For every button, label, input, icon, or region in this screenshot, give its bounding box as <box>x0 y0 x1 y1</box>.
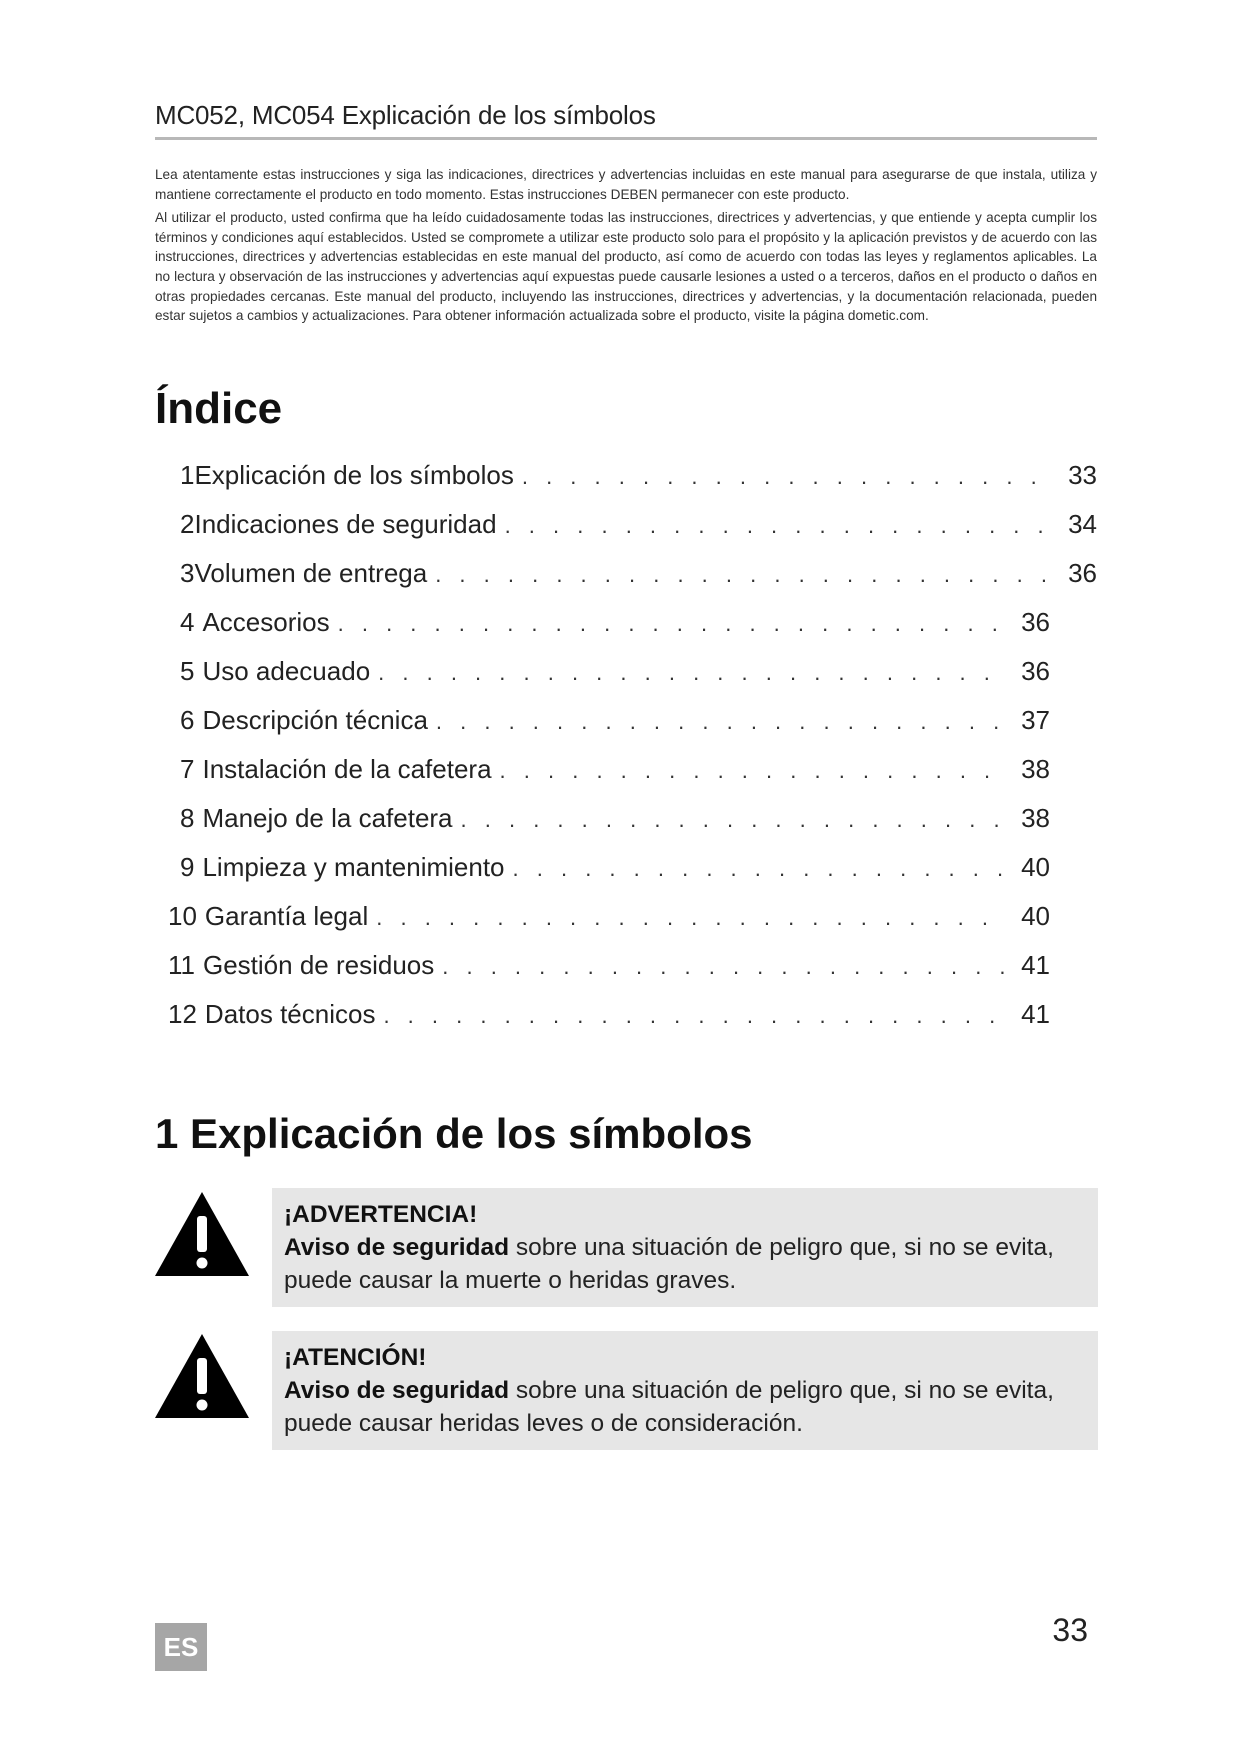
toc-entry-number: 7 <box>180 754 195 784</box>
toc-entry-number: 8 <box>180 803 195 833</box>
toc-entry-label: Accesorios <box>202 607 330 637</box>
toc-leader-dots <box>435 555 1053 593</box>
toc-entry[interactable] <box>160 749 1050 789</box>
toc-entry-page: 36 <box>1068 558 1097 588</box>
toc-entry-page: 33 <box>1068 460 1097 490</box>
page-header: MC052, MC054 Explicación de los símbolos <box>155 100 1097 140</box>
toc-entry-label: Limpieza y mantenimiento <box>202 852 505 882</box>
intro-paragraph-2: Al utilizar el producto, usted confirma que ha leído cuidadosamente todas las instrucciones, directrices y advertencias, y que entiende y acepta cumplir los términos y condiciones aquí establecidos. Usted se compromete a utilizar este producto solo para el propósito y la aplicación previstos y de acuerdo con las instrucciones, directrices y advertencias establecidas en este manual del producto, así como de acuerdo con todas las leyes y reglamentos aplicables. La no lectura y observación de las instrucciones y advertencias aquí expuestas puede causarle lesiones a usted o a terceros, daños en el producto o daños en otras propiedades cercanas. Este manual del producto, incluyendo las instrucciones, directrices y advertencias, y la documentación relacionada, pueden estar sujetos a cambios y actualizaciones. Para obtener información actualizada sobre el producto, visite la página dometic.com. <box>155 210 1097 324</box>
toc-leader-dots <box>461 800 1006 838</box>
toc-entry-page: 40 <box>1021 901 1050 931</box>
toc-entry[interactable] <box>160 553 1097 593</box>
toc-entry-label: Descripción técnica <box>202 705 428 735</box>
caution-callout <box>272 1331 1098 1450</box>
toc-leader-dots <box>378 653 1006 691</box>
toc-leader-dots <box>442 947 1006 985</box>
toc-entry-page: 34 <box>1068 509 1097 539</box>
toc-entry-page: 36 <box>1021 656 1050 686</box>
toc-leader-dots <box>522 457 1053 495</box>
toc-entry-number: 9 <box>180 852 195 882</box>
toc-entry-label: Datos técnicos <box>204 999 376 1029</box>
toc-leader-dots <box>505 506 1053 544</box>
toc-entry-label: Volumen de entrega <box>194 558 428 588</box>
toc-entry[interactable] <box>160 798 1050 838</box>
toc-leader-dots <box>436 702 1006 740</box>
caution-text: sobre una situación de peligro que, si no se evita, puede causar heridas leves o de consideración. <box>284 1377 1054 1437</box>
toc-entry-number: 3 <box>180 558 195 588</box>
toc-entry[interactable] <box>160 847 1050 887</box>
section-title: 1 Explicación de los símbolos <box>155 1110 753 1157</box>
toc-entry[interactable] <box>160 945 1050 985</box>
toc-entry[interactable] <box>160 651 1050 691</box>
warning-text: sobre una situación de peligro que, si no se evita, puede causar la muerte o heridas graves. <box>284 1234 1054 1294</box>
toc-entry-number: 2 <box>180 509 195 539</box>
toc-entry-label: Gestión de residuos <box>203 950 435 980</box>
warning-callout <box>272 1188 1098 1307</box>
toc-title: Índice <box>155 384 283 433</box>
warning-triangle-icon <box>153 1190 251 1278</box>
toc-leader-dots <box>376 898 1006 936</box>
toc-entry-page: 38 <box>1021 803 1050 833</box>
toc-entry[interactable] <box>160 504 1097 544</box>
toc-entry-label: Indicaciones de seguridad <box>194 509 497 539</box>
toc-entry[interactable] <box>160 602 1050 642</box>
toc-entry-number: 4 <box>180 607 195 637</box>
caution-triangle-icon <box>153 1332 251 1420</box>
caution-lead: Aviso de seguridad <box>284 1377 510 1404</box>
toc-entry[interactable] <box>160 455 1097 495</box>
toc-entry-number: 1 <box>180 460 195 490</box>
toc-entry-page: 41 <box>1021 999 1050 1029</box>
toc-entry-label: Instalación de la cafetera <box>202 754 492 784</box>
warning-lead: Aviso de seguridad <box>284 1234 510 1261</box>
toc-entry[interactable] <box>160 896 1050 936</box>
toc-entry-label: Uso adecuado <box>202 656 371 686</box>
toc-entry-number: 5 <box>180 656 195 686</box>
toc-entry-label: Garantía legal <box>204 901 369 931</box>
toc-entry-label: Explicación de los símbolos <box>194 460 514 490</box>
toc-entry[interactable] <box>160 700 1050 740</box>
language-badge: ES <box>155 1623 207 1671</box>
toc-leader-dots <box>513 849 1006 887</box>
toc-entry[interactable] <box>160 994 1050 1034</box>
warning-title: ¡ADVERTENCIA! <box>284 1201 478 1228</box>
toc-entry-number: 11 <box>168 950 195 980</box>
toc-entry-number: 6 <box>180 705 195 735</box>
toc-leader-dots <box>500 751 1006 789</box>
page-number: 33 <box>1052 1612 1088 1648</box>
toc-entry-number: 12 <box>168 999 197 1029</box>
toc-leader-dots <box>383 996 1006 1034</box>
toc-entry-number: 10 <box>168 901 197 931</box>
intro-paragraph-1: Lea atentamente estas instrucciones y siga las indicaciones, directrices y advertencias incluidas en este manual para asegurarse de que instala, utiliza y mantiene correctamente el producto en todo momento. Estas instrucciones DEBEN permanecer con este producto. <box>155 167 1097 202</box>
toc-entry-page: 40 <box>1021 852 1050 882</box>
toc-entry-page: 36 <box>1021 607 1050 637</box>
toc-entry-page: 41 <box>1021 950 1050 980</box>
caution-title: ¡ATENCIÓN! <box>284 1344 427 1371</box>
toc-entry-page: 37 <box>1021 705 1050 735</box>
toc-entry-page: 38 <box>1021 754 1050 784</box>
intro-text <box>155 165 1097 330</box>
toc-leader-dots <box>338 604 1006 642</box>
toc-entry-label: Manejo de la cafetera <box>202 803 453 833</box>
